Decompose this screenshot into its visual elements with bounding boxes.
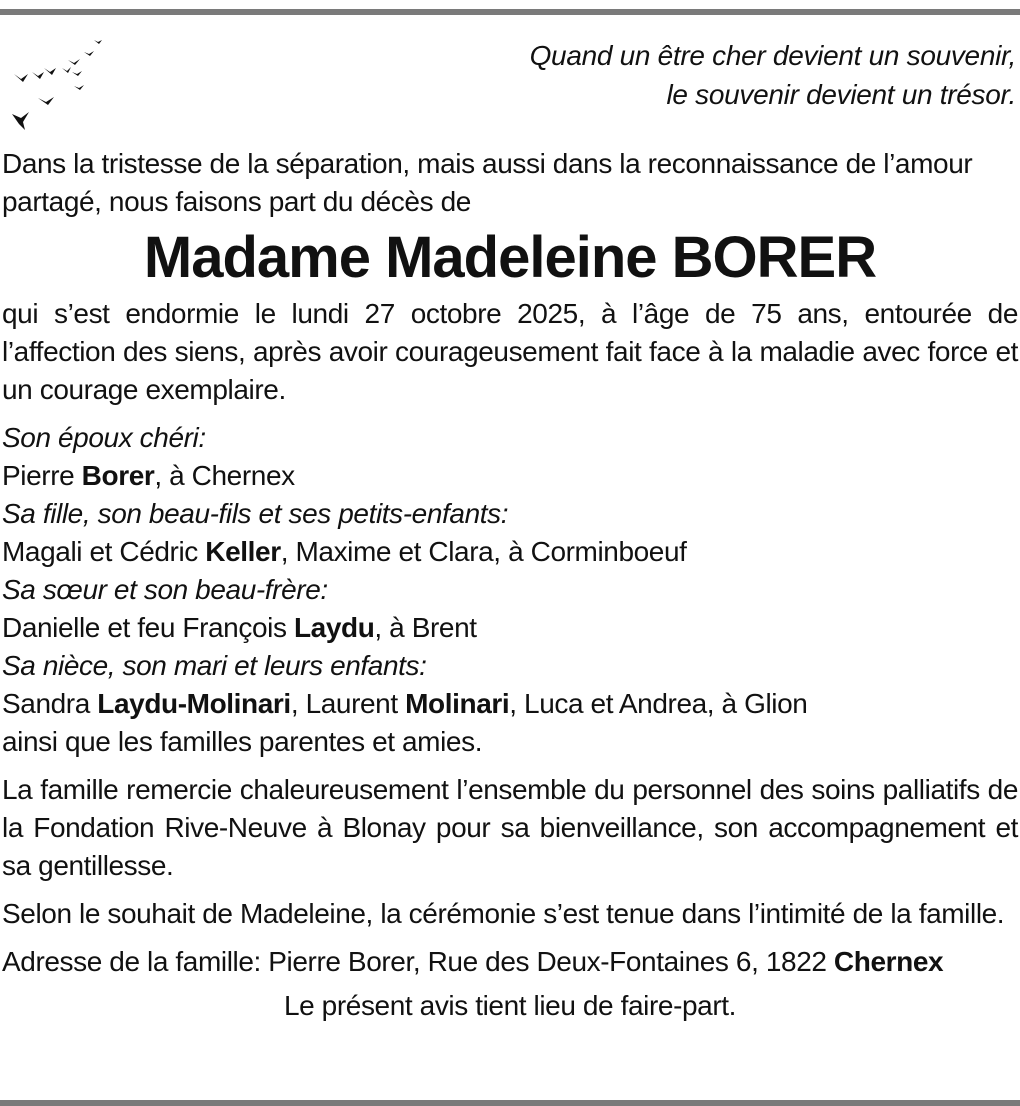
family-address [2,943,1018,981]
daughter-line [2,533,1018,571]
sister-heading: Sa sœur et son beau-frère: [2,574,328,605]
family-closing: ainsi que les familles parentes et amies. [2,726,483,757]
niece-heading: Sa nièce, son mari et leurs enfants: [2,650,427,681]
epigraph-quote [530,36,1016,114]
spouse-heading: Son époux chéri: [2,422,206,453]
niece-first-name: Sandra [2,688,98,719]
niece-husband-last-name: Molinari [405,688,510,719]
sister-place: , à Brent [374,612,477,643]
daughter-rest: , Maxime et Clara, à Corminboeuf [280,536,687,567]
death-notice-text: qui s’est endormie le lundi 27 octobre 2025, à l’âge de 75 ans, entourée de l’affection des siens, après avoir courageusement fait face à la maladie avec force et un courage exemplaire. [2,298,1018,405]
address-label: Adresse de la famille: Pierre Borer, Rue des Deux-Fontaines 6, 1822 [2,946,834,977]
sister-last-name: Laydu [293,612,375,643]
footer-note: Le présent avis tient lieu de faire-part. [283,990,737,1021]
sister-line [2,609,1018,647]
quote-line-1: Quand un être cher devient un souvenir, [529,40,1016,71]
quote-line-2: le souvenir devient un trésor. [666,79,1016,110]
daughter-first-names: Magali et Cédric [2,536,206,567]
niece-rest: , Luca et Andrea, à Glion [509,688,808,719]
spouse-last-name: Borer [81,460,155,491]
daughter-last-name: Keller [205,536,281,567]
daughter-heading: Sa fille, son beau-fils et ses petits-enfants: [2,498,509,529]
spouse-place: , à Chernex [154,460,295,491]
intro-text: Dans la tristesse de la séparation, mais aussi dans la reconnaissance de l’amour partagé, nous faisons part du décès de [2,148,973,217]
flock-of-birds-icon [8,38,104,138]
niece-line [2,685,1018,723]
top-divider [0,9,1020,15]
spouse-first-name: Pierre [2,460,82,491]
deceased-name: Madame Madeleine BORER [143,225,877,290]
niece-last-name: Laydu-Molinari [97,688,291,719]
notice-body [2,145,1018,1025]
sister-first-names: Danielle et feu François [2,612,294,643]
family-list [2,419,1018,761]
ceremony-text: Selon le souhait de Madeleine, la cérémonie s’est tenue dans l’intimité de la famille. [2,898,1005,929]
thanks-text: La famille remercie chaleureusement l’ensemble du personnel des soins palliatifs de la Fondation Rive-Neuve à Blonay pour sa bienveillance, son accompagnement et sa gentillesse. [2,774,1018,881]
spouse-line [2,457,1018,495]
niece-middle: , Laurent [290,688,406,719]
bottom-divider [0,1100,1020,1106]
address-city: Chernex [833,946,944,977]
